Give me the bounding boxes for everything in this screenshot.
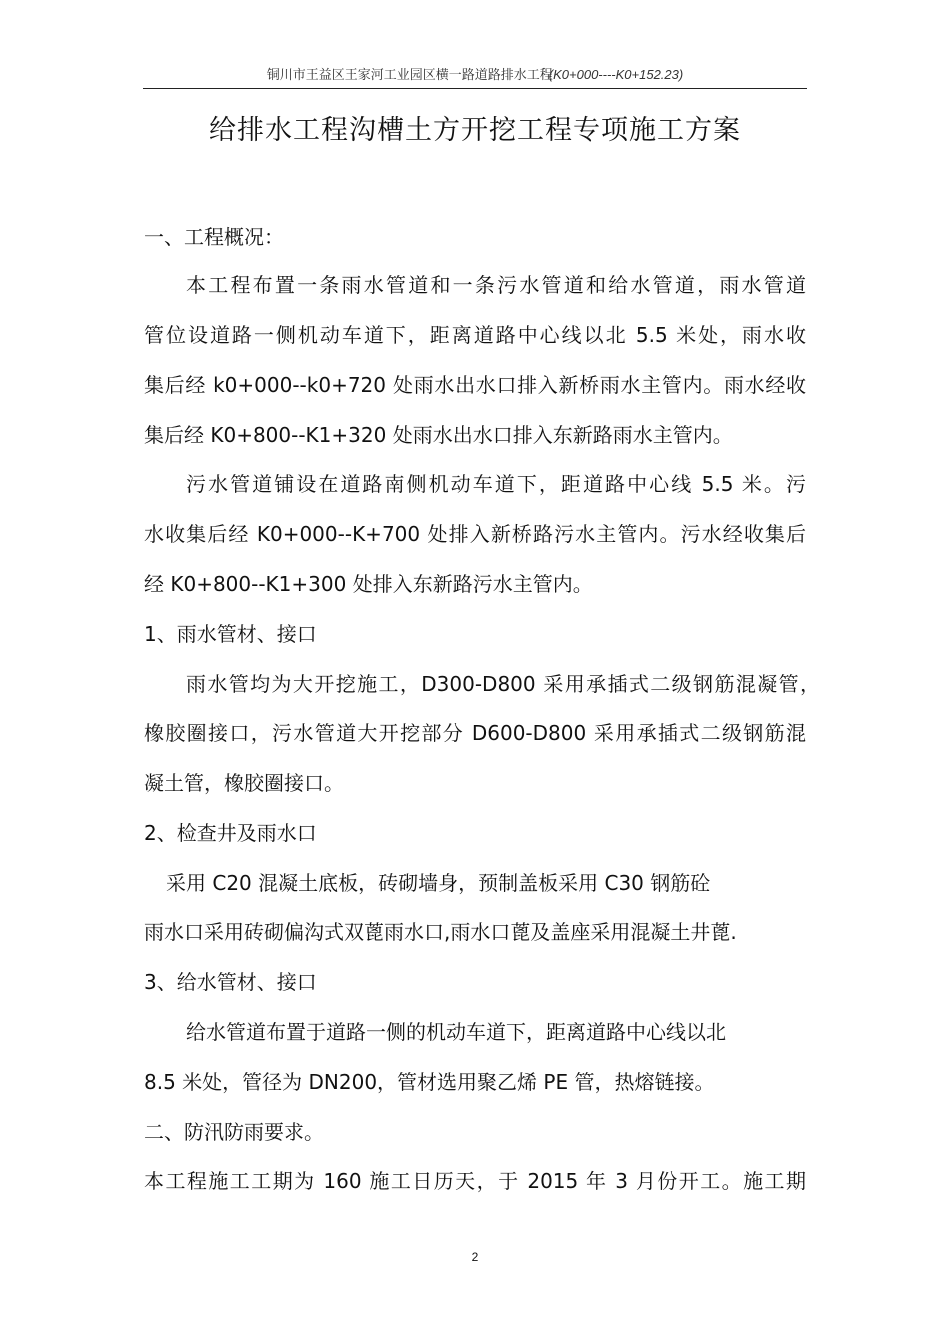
section-heading-flood-prevention: 二、防汛防雨要求。 (144, 1120, 324, 1144)
paragraph-line: 本工程施工工期为 160 施工日历天，于 2015 年 3 月份开工。施工期 (144, 1169, 806, 1193)
paragraph-line: 雨水管均为大开挖施工，D300-D800 采用承插式二级钢筋混凝管， (186, 672, 820, 696)
paragraph-line: 橡胶圈接口，污水管道大开挖部分 D600-D800 采用承插式二级钢筋混 (144, 721, 806, 745)
section-heading-water-pipe: 3、给水管材、接口 (144, 970, 317, 994)
paragraph-line: 水收集后经 K0+000--K+700 处排入新桥路污水主管内。污水经收集后 (144, 522, 806, 546)
section-heading-rain-pipe: 1、雨水管材、接口 (144, 622, 317, 646)
paragraph-line: 集后经 k0+000--k0+720 处雨水出水口排入新桥雨水主管内。雨水经收 (144, 373, 806, 397)
paragraph-line: 经 K0+800--K1+300 处排入东新路污水主管内。 (144, 572, 593, 596)
header-chainage: (K0+000----K0+152.23) (548, 67, 684, 82)
paragraph-line: 本工程布置一条雨水管道和一条污水管道和给水管道，雨水管道 (186, 273, 806, 297)
section-heading-inspection-well: 2、检查井及雨水口 (144, 821, 317, 845)
paragraph-line: 污水管道铺设在道路南侧机动车道下，距道路中心线 5.5 米。污 (186, 472, 806, 496)
paragraph-line: 8.5 米处，管径为 DN200，管材选用聚乙烯 PE 管，热熔链接。 (144, 1070, 715, 1094)
running-header (143, 66, 807, 89)
header-project: 铜川市王益区王家河工业园区横一路道路排水工程 (266, 68, 553, 83)
section-heading-overview: 一、工程概况： (144, 225, 284, 249)
paragraph-line: 给水管道布置于道路一侧的机动车道下，距离道路中心线以北 (186, 1020, 726, 1044)
paragraph-line: 管位设道路一侧机动车道下，距离道路中心线以北 5.5 米处，雨水收 (144, 323, 806, 347)
document-title: 给排水工程沟槽土方开挖工程专项施工方案 (209, 115, 741, 146)
page-number: 2 (471, 1250, 479, 1264)
paragraph-line: 采用 C20 混凝土底板，砖砌墙身，预制盖板采用 C30 钢筋砼 (166, 871, 711, 895)
paragraph-line: 集后经 K0+800--K1+320 处雨水出水口排入东新路雨水主管内。 (144, 423, 733, 447)
paragraph-line: 雨水口采用砖砌偏沟式双蓖雨水口,雨水口蓖及盖座采用混凝土井蓖. (144, 920, 737, 944)
paragraph-line: 凝土管，橡胶圈接口。 (144, 771, 344, 795)
